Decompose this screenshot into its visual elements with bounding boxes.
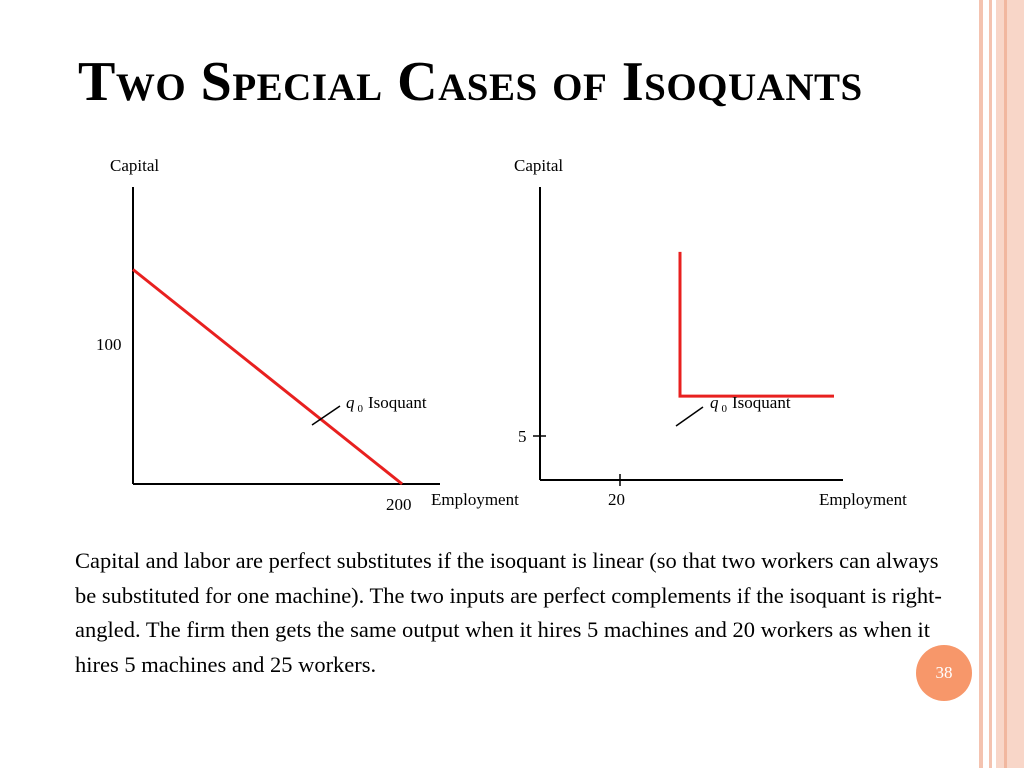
right-isoquant-line bbox=[680, 252, 834, 396]
right-y-axis-label: Capital bbox=[514, 156, 564, 175]
left-y-tick-label: 100 bbox=[96, 335, 122, 354]
right-x-axis-label: Employment bbox=[819, 490, 907, 509]
page-number-badge: 38 bbox=[916, 645, 972, 701]
right-x-tick-label: 20 bbox=[608, 490, 625, 509]
right-y-tick-label: 5 bbox=[518, 427, 527, 446]
left-isoquant-line bbox=[133, 270, 402, 484]
slide-caption: Capital and labor are perfect substitutes if the isoquant is linear (so that two workers can always be substituted for one machine). The two inputs are perfect complements if the isoquant is right-angled. The firm then gets the same output when it hires 5 machines and 20 workers as when it hires 5 machines and 25 workers. bbox=[75, 548, 942, 677]
left-x-tick-label: 200 bbox=[386, 495, 412, 514]
chart-perfect-substitutes bbox=[96, 156, 519, 514]
left-isoquant-label: q $_0$ Isoquant bbox=[346, 393, 427, 415]
left-x-axis-label: Employment bbox=[431, 490, 519, 509]
left-y-axis-label: Capital bbox=[110, 156, 160, 175]
right-isoquant-label: q $_0$ Isoquant bbox=[710, 393, 791, 415]
right-isoquant-pointer bbox=[676, 407, 703, 426]
slide-title: Two Special Cases of Isoquants bbox=[78, 51, 863, 113]
chart-perfect-complements bbox=[514, 156, 907, 509]
